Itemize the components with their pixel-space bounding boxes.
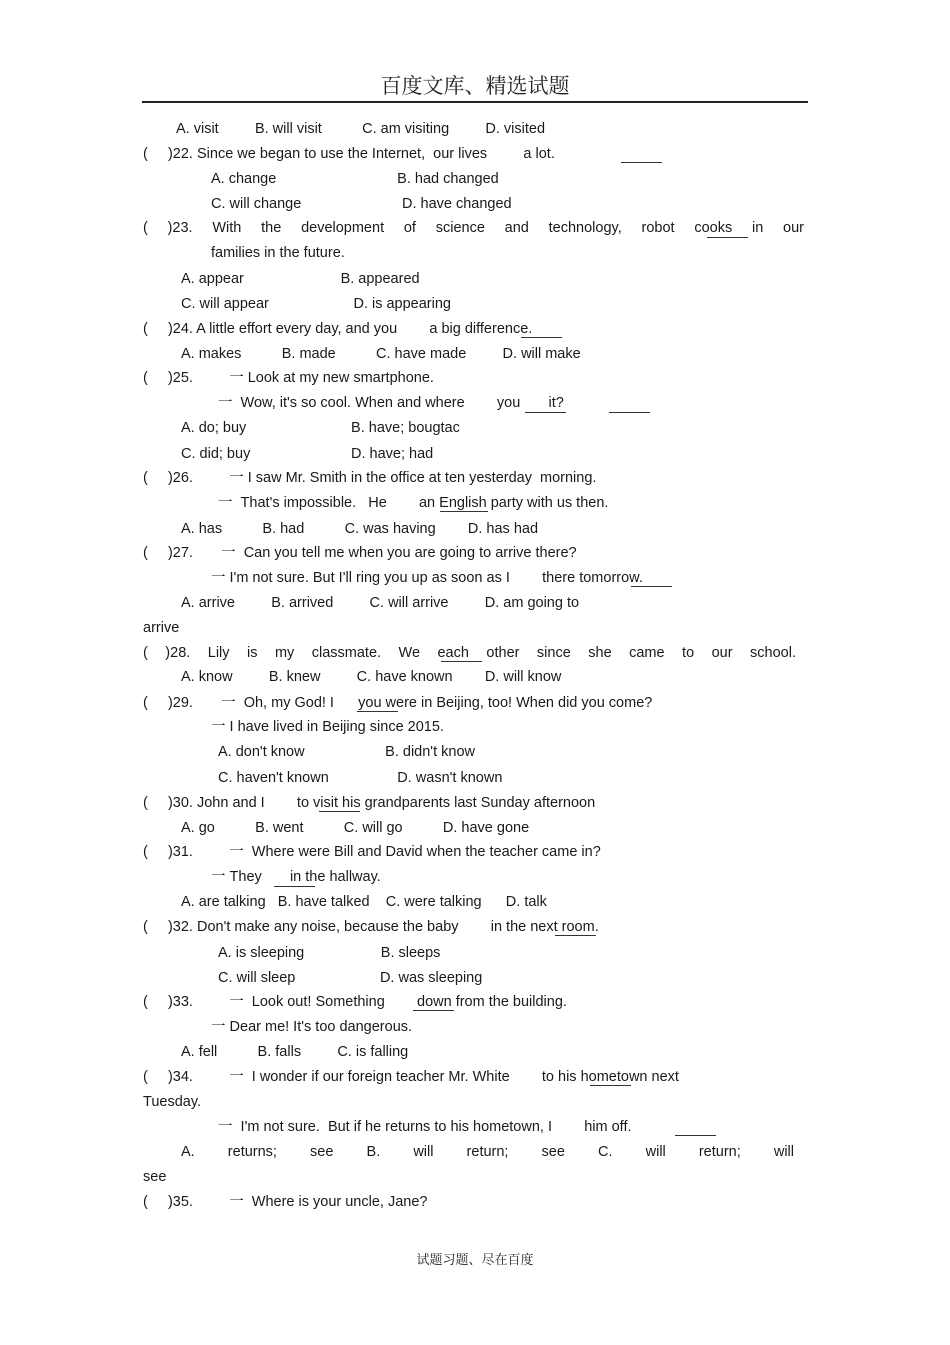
question-line: A. has B. had C. was having D. has had <box>181 521 539 537</box>
question-line: 一 Wow, it's so cool. When and where you it? <box>218 395 564 411</box>
question-line: A. fell B. falls C. is falling <box>181 1044 409 1060</box>
question-line: A. is sleeping B. sleeps <box>218 945 441 961</box>
answer-blank <box>675 1135 716 1136</box>
question-line: C. will appear D. is appearing <box>181 296 451 312</box>
question-line: ( )26. 一 I saw Mr. Smith in the office at ten yesterday morning. <box>143 470 597 486</box>
question-line: 一 I have lived in Beijing since 2015. <box>211 719 444 735</box>
answer-blank <box>707 237 748 238</box>
answer-blank <box>590 1085 631 1086</box>
question-line: C. did; buy D. have; had <box>181 446 434 462</box>
question-line: ( )31. 一 Where were Bill and David when the teacher came in? <box>143 844 601 860</box>
question-line: ( )24. A little effort every day, and you a big difference. <box>143 321 533 337</box>
question-line: ( )35. 一 Where is your uncle, Jane? <box>143 1194 428 1210</box>
question-line: ( )32. Don't make any noise, because the baby in the next room. <box>143 919 599 935</box>
answer-blank <box>441 661 482 662</box>
question-line: A. don't know B. didn't know <box>218 744 475 760</box>
question-line: ( )29. 一 Oh, my God! I you were in Beijing, too! When did you come? <box>143 695 653 711</box>
question-line: 一 That's impossible. He an English party with us then. <box>218 495 609 511</box>
question-line: A. appear B. appeared <box>181 271 420 287</box>
question-line: A. visit B. will visit C. am visiting D. visited <box>176 121 546 137</box>
question-line: ( )28. Lily is my classmate. We each other since she came to our school. <box>143 645 796 661</box>
question-line: ( )22. Since we began to use the Internet, our lives a lot. <box>143 146 555 162</box>
answer-blank <box>555 935 596 936</box>
question-line: C. haven't known D. wasn't known <box>218 770 503 786</box>
question-line: A. makes B. made C. have made D. will make <box>181 346 581 362</box>
answer-blank <box>621 162 662 163</box>
question-line: ( )27. 一 Can you tell me when you are going to arrive there? <box>143 545 577 561</box>
answer-blank <box>413 1010 454 1011</box>
question-line: A. change B. had changed <box>211 171 499 187</box>
header-rule <box>142 101 808 103</box>
page-footer: 试题习题、尽在百度 <box>416 1253 534 1268</box>
question-line: A. arrive B. arrived C. will arrive D. am going to <box>181 595 580 611</box>
question-line: A. are talking B. have talked C. were talking D. talk <box>181 894 547 910</box>
question-line: arrive <box>143 620 180 636</box>
question-line: ( )30. John and I to visit his grandparents last Sunday afternoon <box>143 795 596 811</box>
question-line: A. returns; see B. will return; see C. will return; will <box>181 1144 794 1160</box>
question-line: ( )25. 一 Look at my new smartphone. <box>143 370 434 386</box>
question-line: 一 I'm not sure. But I'll ring you up as soon as I there tomorrow. <box>211 570 643 586</box>
question-line: ( )34. 一 I wonder if our foreign teacher Mr. White to his hometown next <box>143 1069 679 1085</box>
page-header: 百度文库、精选试题 <box>380 74 570 98</box>
question-line: 一 They in the hallway. <box>211 869 381 885</box>
answer-blank <box>357 711 398 712</box>
question-line: 一 I'm not sure. But if he returns to his hometown, I him off. <box>218 1119 632 1135</box>
answer-blank <box>521 337 562 338</box>
question-line: A. do; buy B. have; bougtac <box>181 420 460 436</box>
question-line: A. go B. went C. will go D. have gone <box>181 820 530 836</box>
question-line: 一 Dear me! It's too dangerous. <box>211 1019 413 1035</box>
answer-blank <box>274 886 315 887</box>
question-line: ( )33. 一 Look out! Something down from the building. <box>143 994 567 1010</box>
question-line: Tuesday. <box>143 1094 202 1110</box>
answer-blank <box>609 412 650 413</box>
question-line: A. know B. knew C. have known D. will know <box>181 669 562 685</box>
answer-blank <box>525 412 566 413</box>
question-line: families in the future. <box>211 245 345 261</box>
answer-blank <box>440 511 488 512</box>
answer-blank <box>631 586 672 587</box>
question-line: ( )23. With the development of science and technology, robot cooks in our <box>143 220 804 236</box>
answer-blank <box>319 811 360 812</box>
question-line: C. will change D. have changed <box>211 196 512 212</box>
question-line: see <box>143 1169 167 1185</box>
question-line: C. will sleep D. was sleeping <box>218 970 483 986</box>
